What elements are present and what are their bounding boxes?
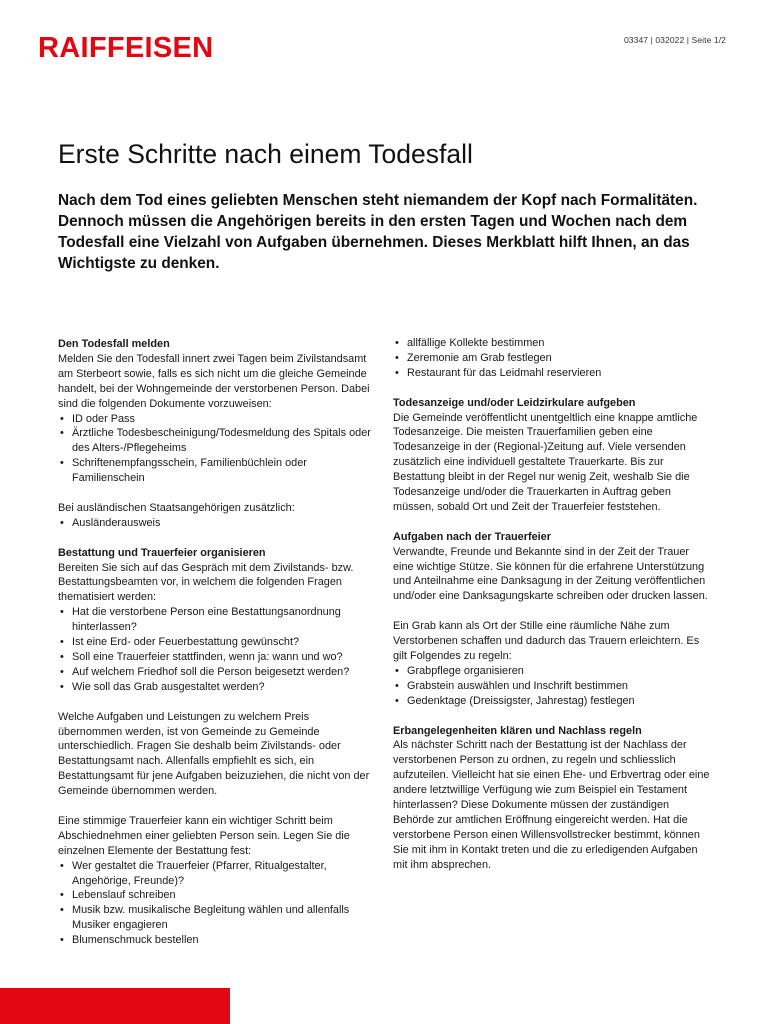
list-item: • Wer gestaltet die Trauerfeier (Pfarrer, Ritualgestalter, Angehörige, Freunde)? bbox=[58, 859, 376, 889]
list-item: • Hat die verstorbene Person eine Bestattungsanordnung hinterlassen? bbox=[58, 605, 376, 635]
section-text: Melden Sie den Todesfall innert zwei Tagen beim Zivilstandsamt am Sterbeort sowie, falls es sich nicht um die gleiche Gemeinde handelt, bei der Wohngemeinde der verstorbenen Person. Dabei sind die folgenden Dokumente vorzuweisen: bbox=[58, 352, 370, 410]
list-item: • allfällige Kollekte bestimmen bbox=[393, 336, 711, 351]
section-text: Eine stimmige Trauerfeier kann ein wichtiger Schritt beim Abschiednehmen einer geliebten Person sein. Legen Sie die einzelnen Elemente der Bestattung fest: bbox=[58, 814, 350, 857]
section-heading-estate: Erbangelegenheiten klären und Nachlass regeln bbox=[393, 724, 642, 737]
question-list bbox=[58, 605, 376, 694]
section-text: Ein Grab kann als Ort der Stille eine räumliche Nähe zum Verstorbenen schaffen und dadurch das Trauern erleichtern. Es gilt Folgendes zu regeln: bbox=[393, 620, 700, 662]
list-item: • Blumenschmuck bestellen bbox=[58, 933, 376, 948]
document-list bbox=[58, 412, 376, 487]
list-item: • Grabstein auswählen und Inschrift bestimmen bbox=[393, 679, 711, 694]
list-item: • Wie soll das Grab ausgestaltet werden? bbox=[58, 680, 376, 695]
document-reference: 03347 | 032022 | Seite 1/2 bbox=[623, 35, 726, 45]
section-heading-funeral: Bestattung und Trauerfeier organisieren bbox=[58, 546, 266, 559]
list-item: • Auf welchem Friedhof soll die Person beigesetzt werden? bbox=[58, 665, 376, 680]
page-title: Erste Schritte nach einem Todesfall bbox=[58, 139, 473, 169]
left-column bbox=[58, 337, 376, 948]
lead-paragraph: Nach dem Tod eines geliebten Menschen steht niemandem der Kopf nach Formalitäten. Dennoch müssen die Angehörigen bereits in den ersten Tagen und Wochen nach dem Todesfall eine Vielzahl von Aufgaben übernehmen. Dieses Merkblatt hilft Ihnen, an das Wichtigste zu denken. bbox=[58, 192, 698, 272]
section-text: Welche Aufgaben und Leistungen zu welchem Preis übernommen werden, ist von Gemeinde zu Gemeinde unterschiedlich. Fragen Sie deshalb beim Zivilstands- oder Bestattungsamt nach. Allenfalls empfiehlt es sich, ein Bestattungsamt für jene Aufgaben beizuziehen, die nicht von der Gemeinde übernommen werden. bbox=[58, 710, 370, 798]
foreigner-list bbox=[58, 516, 376, 531]
list-item: • Soll eine Trauerfeier stattfinden, wenn ja: wann und wo? bbox=[58, 650, 376, 665]
section-text: Bereiten Sie sich auf das Gespräch mit dem Zivilstands- bzw. Bestattungsbeamten vor, in welchem die folgenden Fragen thematisiert werden: bbox=[58, 561, 354, 604]
section-heading-report: Den Todesfall melden bbox=[58, 338, 170, 350]
list-item: • Ausländerausweis bbox=[58, 516, 376, 531]
list-item: • Zeremonie am Grab festlegen bbox=[393, 351, 711, 366]
section-text: Verwandte, Freunde und Bekannte sind in der Zeit der Trauer eine wichtige Stütze. Sie können für die erfahrene Unterstützung und Anteilnahme eine Danksagung in der Zeitung veröffentlichen und/oder eine Danksagungskarte schreiben oder drucken lassen. bbox=[393, 545, 708, 603]
list-item: • Gedenktage (Dreissigster, Jahrestag) festlegen bbox=[393, 694, 711, 709]
footer-red-bar bbox=[0, 988, 230, 1024]
right-column bbox=[393, 336, 711, 873]
ceremony-list bbox=[58, 859, 376, 948]
section-heading-notice: Todesanzeige und/oder Leidzirkulare aufgeben bbox=[393, 396, 636, 409]
list-item: • Restaurant für das Leidmahl reservieren bbox=[393, 366, 711, 381]
list-item: • Ärztliche Todesbescheinigung/Todesmeldung des Spitals oder des Alters-/Pflegeheims bbox=[58, 426, 376, 456]
section-text: Bei ausländischen Staatsangehörigen zusätzlich: bbox=[58, 501, 295, 514]
ceremony-list-continued bbox=[393, 336, 711, 381]
section-heading-after: Aufgaben nach der Trauerfeier bbox=[393, 530, 551, 543]
grave-list bbox=[393, 664, 711, 709]
list-item: • Grabpflege organisieren bbox=[393, 664, 711, 679]
list-item: • ID oder Pass bbox=[58, 412, 376, 427]
section-text: Als nächster Schritt nach der Bestattung ist der Nachlass der verstorbenen Person zu ordnen, zu regeln und schliesslich aufzuteilen. Vielleicht hat sie einen Ehe- und Erbvertrag oder eine andere letztwillige Verfügung wie zum Beispiel ein Testament hinterlassen? Diese Dokumente müssen der zuständigen Behörde zur amtlichen Eröffnung eingereicht werden. Hat die verstorbene Person einen Willensvollstrecker bestimmt, können Sie mit ihm in Kontakt treten und die zu erledigenden Aufgaben mit ihm absprechen. bbox=[393, 739, 710, 871]
list-item: • Musik bzw. musikalische Begleitung wählen und allenfalls Musiker engagieren bbox=[58, 903, 376, 933]
list-item: • Ist eine Erd- oder Feuerbestattung gewünscht? bbox=[58, 635, 376, 650]
brand-logo: RAIFFEISEN bbox=[38, 32, 214, 64]
section-text: Die Gemeinde veröffentlicht unentgeltlich eine knappe amtliche Todesanzeige. Die meisten Trauerfamilien geben eine Todesanzeige in der (Regional-)Zeitung auf. Viele versenden zusätzlich eine individuell gestaltete Trauerkarte. Bis zur Bestattung bleibt in der Regel nur wenig Zeit, weshalb Sie die Todesanzeige und/oder die Trauerkarten in Auftrag geben müssen, sobald Ort und Zeit der Trauerfeier feststehen. bbox=[393, 411, 698, 513]
list-item: • Schriftenempfangsschein, Familienbüchlein oder Familienschein bbox=[58, 456, 376, 486]
list-item: • Lebenslauf schreiben bbox=[58, 888, 376, 903]
